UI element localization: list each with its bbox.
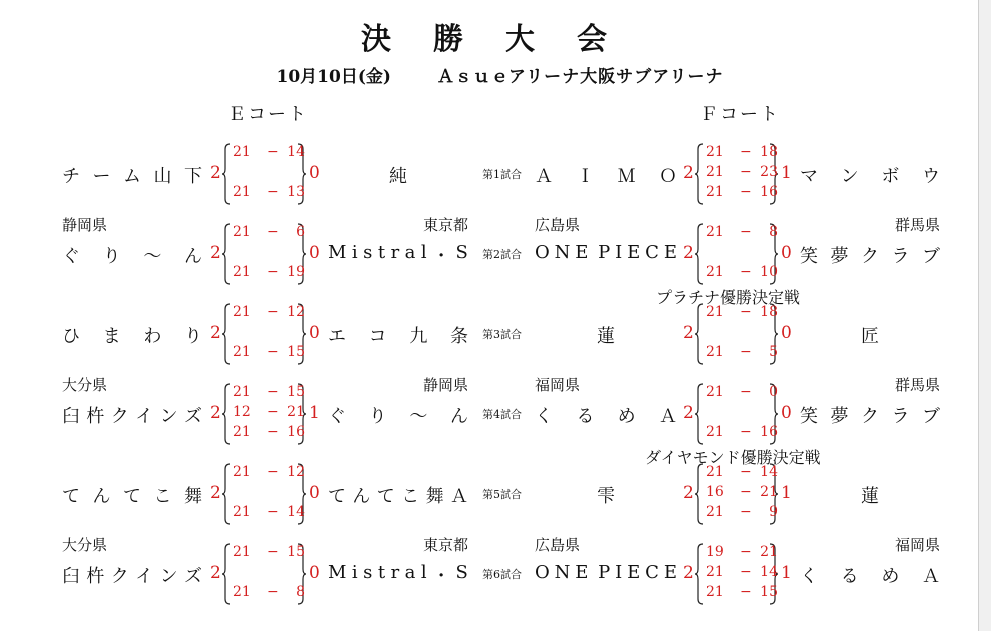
set-score-left: 21 xyxy=(233,544,251,560)
set-score-dash: − xyxy=(740,164,752,180)
set-score-dash: − xyxy=(740,304,752,320)
set-score-right: 8 xyxy=(769,224,778,240)
set-score-left: 21 xyxy=(233,224,251,240)
set-score-right: 15 xyxy=(287,384,305,400)
set-score-right: 16 xyxy=(760,184,778,200)
team-name-char: ー xyxy=(92,166,111,187)
team-name-char: ボ xyxy=(881,166,900,187)
team-name-char: S xyxy=(455,242,468,263)
sets-won-left: 2 xyxy=(210,483,221,503)
set-score-dash: − xyxy=(740,384,752,400)
team-name-char: 山 xyxy=(153,166,172,187)
team-name-char: イ xyxy=(135,566,154,587)
team-name-char: ～ xyxy=(143,246,162,267)
team-name-char: ズ xyxy=(183,566,202,587)
team-name-char: r xyxy=(390,562,400,583)
team-name-char: 純 xyxy=(389,166,407,187)
team-name-char: て xyxy=(376,486,395,507)
team-name-char: ん xyxy=(352,486,371,507)
sets-won-right: 0 xyxy=(781,403,792,423)
set-score-left: 21 xyxy=(233,584,251,600)
team-name-char: く xyxy=(800,566,818,587)
team-name-char: 九 xyxy=(409,326,428,347)
set-score-left: 21 xyxy=(706,304,724,320)
match-label: 第2試合 xyxy=(482,248,522,261)
set-score-left: 21 xyxy=(233,144,251,160)
team-name-char: ク xyxy=(861,406,879,427)
set-score-dash: − xyxy=(267,544,279,560)
team-name-char: Ｍ xyxy=(617,166,636,187)
team-prefecture: 福岡県 xyxy=(535,376,581,394)
match-label: 第5試合 xyxy=(482,488,522,501)
score-brace-left xyxy=(222,543,232,605)
set-score-dash: − xyxy=(740,564,752,580)
set-score-right: 14 xyxy=(287,144,305,160)
team-name-char: ン xyxy=(159,566,178,587)
set-score-right: 21 xyxy=(760,484,778,500)
team-name-char: ブ xyxy=(922,246,940,267)
set-score-left: 19 xyxy=(706,544,724,560)
set-score-right: 21 xyxy=(760,544,778,560)
team-name-char: て xyxy=(328,486,346,507)
team-name-char: ぐ xyxy=(328,406,346,427)
team-name-char: ブ xyxy=(922,406,940,427)
sets-won-right: 0 xyxy=(309,163,320,183)
match-label: 第6試合 xyxy=(482,568,522,581)
team-name-char: E xyxy=(575,242,589,263)
team-name-char: M xyxy=(328,562,347,583)
set-score-left: 21 xyxy=(706,184,724,200)
team-name-char: Ａ xyxy=(921,566,940,587)
sets-won-right: 1 xyxy=(781,163,792,183)
team-name-char: 条 xyxy=(449,326,468,347)
team-name-char: 蓮 xyxy=(597,326,615,347)
court-f-heading: Ｆコート xyxy=(700,104,780,125)
right-margin xyxy=(978,0,991,631)
team-name-char: て xyxy=(62,486,80,507)
team-name-char: 夢 xyxy=(830,406,849,427)
team-name-char: P xyxy=(598,562,611,583)
team-name-char: s xyxy=(363,242,373,263)
set-score-dash: − xyxy=(267,224,279,240)
team-name-right xyxy=(800,562,940,588)
set-score-right: 13 xyxy=(287,184,305,200)
team-prefecture: 東京都 xyxy=(422,216,468,234)
sets-won-left: 2 xyxy=(210,243,221,263)
team-name-char: ・ xyxy=(432,566,451,587)
team-name-char: E xyxy=(627,242,641,263)
team-name-char: i xyxy=(351,562,358,583)
team-name-char: E xyxy=(627,562,641,583)
set-score-left: 21 xyxy=(706,424,724,440)
set-score-dash: − xyxy=(740,344,752,360)
team-name-char: ひ xyxy=(62,326,80,347)
sets-won-left: 2 xyxy=(210,163,221,183)
set-score-dash: − xyxy=(267,344,279,360)
team-prefecture: 静岡県 xyxy=(422,376,468,394)
team-name-char: M xyxy=(328,242,347,263)
set-score-left: 21 xyxy=(233,384,251,400)
team-name-char: Ｏ xyxy=(658,166,677,187)
team-name-char: り xyxy=(368,406,387,427)
set-score-dash: − xyxy=(267,504,279,520)
team-name-char: る xyxy=(840,566,859,587)
set-score-dash: − xyxy=(740,504,752,520)
team-name-char: r xyxy=(390,242,400,263)
set-score-right: 16 xyxy=(760,424,778,440)
team-name-char: こ xyxy=(401,486,420,507)
team-name-char: ン xyxy=(159,406,178,427)
team-name-char: I xyxy=(615,562,623,583)
sets-won-left: 2 xyxy=(210,323,221,343)
set-score-left: 21 xyxy=(706,504,724,520)
sets-won-right: 0 xyxy=(309,323,320,343)
team-name-char: ～ xyxy=(409,406,428,427)
set-score-left: 21 xyxy=(706,564,724,580)
team-name-char: 匠 xyxy=(861,326,879,347)
team-name-char: 下 xyxy=(184,166,202,187)
team-name-char: マ xyxy=(800,166,818,187)
team-name-char: P xyxy=(598,242,611,263)
sets-won-left: 2 xyxy=(683,403,694,423)
team-name-char: Ａ xyxy=(449,486,468,507)
sets-won-left: 2 xyxy=(683,563,694,583)
set-score-right: 14 xyxy=(287,504,305,520)
set-score-left: 21 xyxy=(706,464,724,480)
team-name-char: ん xyxy=(449,406,468,427)
set-scores xyxy=(233,544,303,604)
sets-won-right: 0 xyxy=(309,563,320,583)
team-name-char: I xyxy=(615,242,623,263)
set-score-left: 21 xyxy=(706,264,724,280)
set-score-right: 21 xyxy=(287,404,305,420)
team-name-char: ウ xyxy=(921,166,940,187)
set-score-dash: − xyxy=(267,464,279,480)
set-score-left: 21 xyxy=(233,344,251,360)
team-name-char: t xyxy=(377,242,386,263)
set-score-left: 21 xyxy=(706,164,724,180)
set-score-right: 9 xyxy=(769,504,778,520)
team-name-char: わ xyxy=(143,326,162,347)
team-name-char: チ xyxy=(62,166,80,187)
sets-won-left: 2 xyxy=(683,163,694,183)
sets-won-right: 1 xyxy=(781,563,792,583)
team-name-char: く xyxy=(535,406,553,427)
set-score-dash: − xyxy=(267,184,279,200)
set-score-left: 21 xyxy=(706,584,724,600)
team-name-char: 杵 xyxy=(86,406,105,427)
set-score-right: 23 xyxy=(760,164,778,180)
team-name-char: る xyxy=(576,406,595,427)
team-name-char: ク xyxy=(110,566,129,587)
match-label: 第3試合 xyxy=(482,328,522,341)
team-name-char: N xyxy=(554,562,571,583)
team-name-char: め xyxy=(881,566,900,587)
set-score-right: 15 xyxy=(760,584,778,600)
team-name-char: E xyxy=(663,562,677,583)
team-name-char: ラ xyxy=(891,406,910,427)
set-score-dash: − xyxy=(740,464,752,480)
team-name-char: 舞 xyxy=(425,486,444,507)
set-score-dash: − xyxy=(267,264,279,280)
team-name-char: i xyxy=(351,242,358,263)
sets-won-right: 0 xyxy=(309,483,320,503)
team-name-char: ま xyxy=(102,326,121,347)
team-name-char: O xyxy=(535,562,550,583)
team-name-char: C xyxy=(645,562,659,583)
team-name-char: ズ xyxy=(183,406,202,427)
team-name-left xyxy=(62,562,202,588)
set-score-dash: − xyxy=(740,544,752,560)
team-name-char: s xyxy=(363,562,373,583)
set-score-right: 18 xyxy=(760,144,778,160)
set-score-right: 0 xyxy=(769,384,778,400)
set-score-dash: − xyxy=(267,304,279,320)
team-prefecture: 大分県 xyxy=(62,376,108,394)
sets-won-left: 2 xyxy=(683,323,694,343)
set-score-right: 5 xyxy=(769,344,778,360)
set-score-right: 12 xyxy=(287,304,305,320)
team-prefecture: 大分県 xyxy=(62,536,108,554)
set-score-dash: − xyxy=(740,484,752,500)
team-name-char: ク xyxy=(110,406,129,427)
set-score-right: 15 xyxy=(287,344,305,360)
sets-won-left: 2 xyxy=(683,483,694,503)
team-name-char: O xyxy=(535,242,550,263)
set-score-dash: − xyxy=(267,144,279,160)
team-name-char: a xyxy=(404,242,416,263)
set-score-dash: − xyxy=(267,404,279,420)
match-label: 第1試合 xyxy=(482,168,522,181)
team-name-char: ん xyxy=(183,246,202,267)
set-score-right: 12 xyxy=(287,464,305,480)
set-score-left: 21 xyxy=(233,504,251,520)
set-score-left: 12 xyxy=(233,404,251,420)
team-name-char: ン xyxy=(840,166,859,187)
team-name-char: 臼 xyxy=(62,406,80,427)
team-name-char: り xyxy=(183,326,202,347)
team-name-char: Ａ xyxy=(535,166,553,187)
sets-won-right: 1 xyxy=(309,403,320,423)
team-name-char: ・ xyxy=(432,246,451,267)
team-name-char: l xyxy=(420,562,427,583)
team-name-char: エ xyxy=(328,326,346,347)
page-title: 決勝大会 xyxy=(361,22,649,57)
set-score-left: 21 xyxy=(233,464,251,480)
team-name-char: E xyxy=(663,242,677,263)
team-name-char: a xyxy=(404,562,416,583)
set-score-left: 21 xyxy=(706,224,724,240)
team-name-char: l xyxy=(420,242,427,263)
score-brace-left xyxy=(695,543,705,605)
set-score-right: 8 xyxy=(296,584,305,600)
team-name-char: N xyxy=(554,242,571,263)
team-prefecture: 群馬県 xyxy=(894,216,940,234)
team-name-char: コ xyxy=(368,326,387,347)
set-score-right: 14 xyxy=(760,464,778,480)
set-score-dash: − xyxy=(267,384,279,400)
sets-won-left: 2 xyxy=(210,563,221,583)
set-score-dash: − xyxy=(740,264,752,280)
team-name-char: 臼 xyxy=(62,566,80,587)
set-score-dash: − xyxy=(267,584,279,600)
team-name-char: C xyxy=(645,242,659,263)
team-name-char: ク xyxy=(861,246,879,267)
set-score-left: 16 xyxy=(706,484,724,500)
set-score-dash: − xyxy=(740,184,752,200)
team-name-char: 蓮 xyxy=(861,486,879,507)
team-prefecture: 静岡県 xyxy=(62,216,108,234)
set-score-right: 18 xyxy=(760,304,778,320)
set-score-left: 21 xyxy=(706,344,724,360)
team-name-char: り xyxy=(102,246,121,267)
team-name-char: ぐ xyxy=(62,246,80,267)
sets-won-right: 0 xyxy=(309,243,320,263)
set-score-right: 14 xyxy=(760,564,778,580)
set-score-left: 21 xyxy=(233,304,251,320)
sets-won-right: 1 xyxy=(781,483,792,503)
team-name-char: 雫 xyxy=(597,486,615,507)
team-name-char: t xyxy=(377,562,386,583)
set-score-dash: − xyxy=(740,584,752,600)
team-name-left xyxy=(535,562,677,583)
team-prefecture: 広島県 xyxy=(535,536,581,554)
team-name-char: S xyxy=(455,562,468,583)
team-name-char: 笑 xyxy=(800,246,818,267)
team-name-char: 夢 xyxy=(830,246,849,267)
set-scores xyxy=(706,544,776,604)
set-score-left: 21 xyxy=(233,424,251,440)
team-name-char: ん xyxy=(92,486,111,507)
set-score-dash: − xyxy=(740,224,752,240)
match-label: 第4試合 xyxy=(482,408,522,421)
set-score-right: 15 xyxy=(287,544,305,560)
set-score-right: 10 xyxy=(760,264,778,280)
team-prefecture: 広島県 xyxy=(535,216,581,234)
team-name-char: め xyxy=(617,406,636,427)
set-score-dash: − xyxy=(267,424,279,440)
diamond-final-note: ダイヤモンド優勝決定戦 xyxy=(645,448,821,467)
sets-won-right: 0 xyxy=(781,323,792,343)
team-name-char: て xyxy=(123,486,141,507)
event-venue: Ａｓｕｅアリーナ大阪サブアリーナ xyxy=(436,67,724,87)
platinum-final-note: プラチナ優勝決定戦 xyxy=(656,288,801,307)
set-score-right: 16 xyxy=(287,424,305,440)
team-name-char: ム xyxy=(123,166,141,187)
team-name-char: こ xyxy=(153,486,172,507)
team-name-char: イ xyxy=(135,406,154,427)
set-score-left: 21 xyxy=(706,144,724,160)
team-name-char: 笑 xyxy=(800,406,818,427)
court-e-heading: Ｅコート xyxy=(228,104,308,125)
team-name-char: 杵 xyxy=(86,566,105,587)
event-date: 10月10日(金) xyxy=(276,67,391,87)
sets-won-left: 2 xyxy=(210,403,221,423)
set-score-dash: − xyxy=(740,144,752,160)
set-score-left: 21 xyxy=(233,184,251,200)
team-name-char: 舞 xyxy=(184,486,202,507)
set-score-right: 6 xyxy=(296,224,305,240)
team-prefecture: 福岡県 xyxy=(894,536,940,554)
team-name-char: Ｉ xyxy=(576,166,595,187)
set-score-right: 19 xyxy=(287,264,305,280)
set-score-left: 21 xyxy=(233,264,251,280)
team-name-right xyxy=(328,562,468,588)
team-name-char: ラ xyxy=(891,246,910,267)
team-prefecture: 東京都 xyxy=(422,536,468,554)
team-prefecture: 群馬県 xyxy=(894,376,940,394)
set-score-left: 21 xyxy=(706,384,724,400)
team-name-char: Ａ xyxy=(658,406,677,427)
set-score-dash: − xyxy=(740,424,752,440)
team-name-char: E xyxy=(575,562,589,583)
sets-won-right: 0 xyxy=(781,243,792,263)
sets-won-left: 2 xyxy=(683,243,694,263)
